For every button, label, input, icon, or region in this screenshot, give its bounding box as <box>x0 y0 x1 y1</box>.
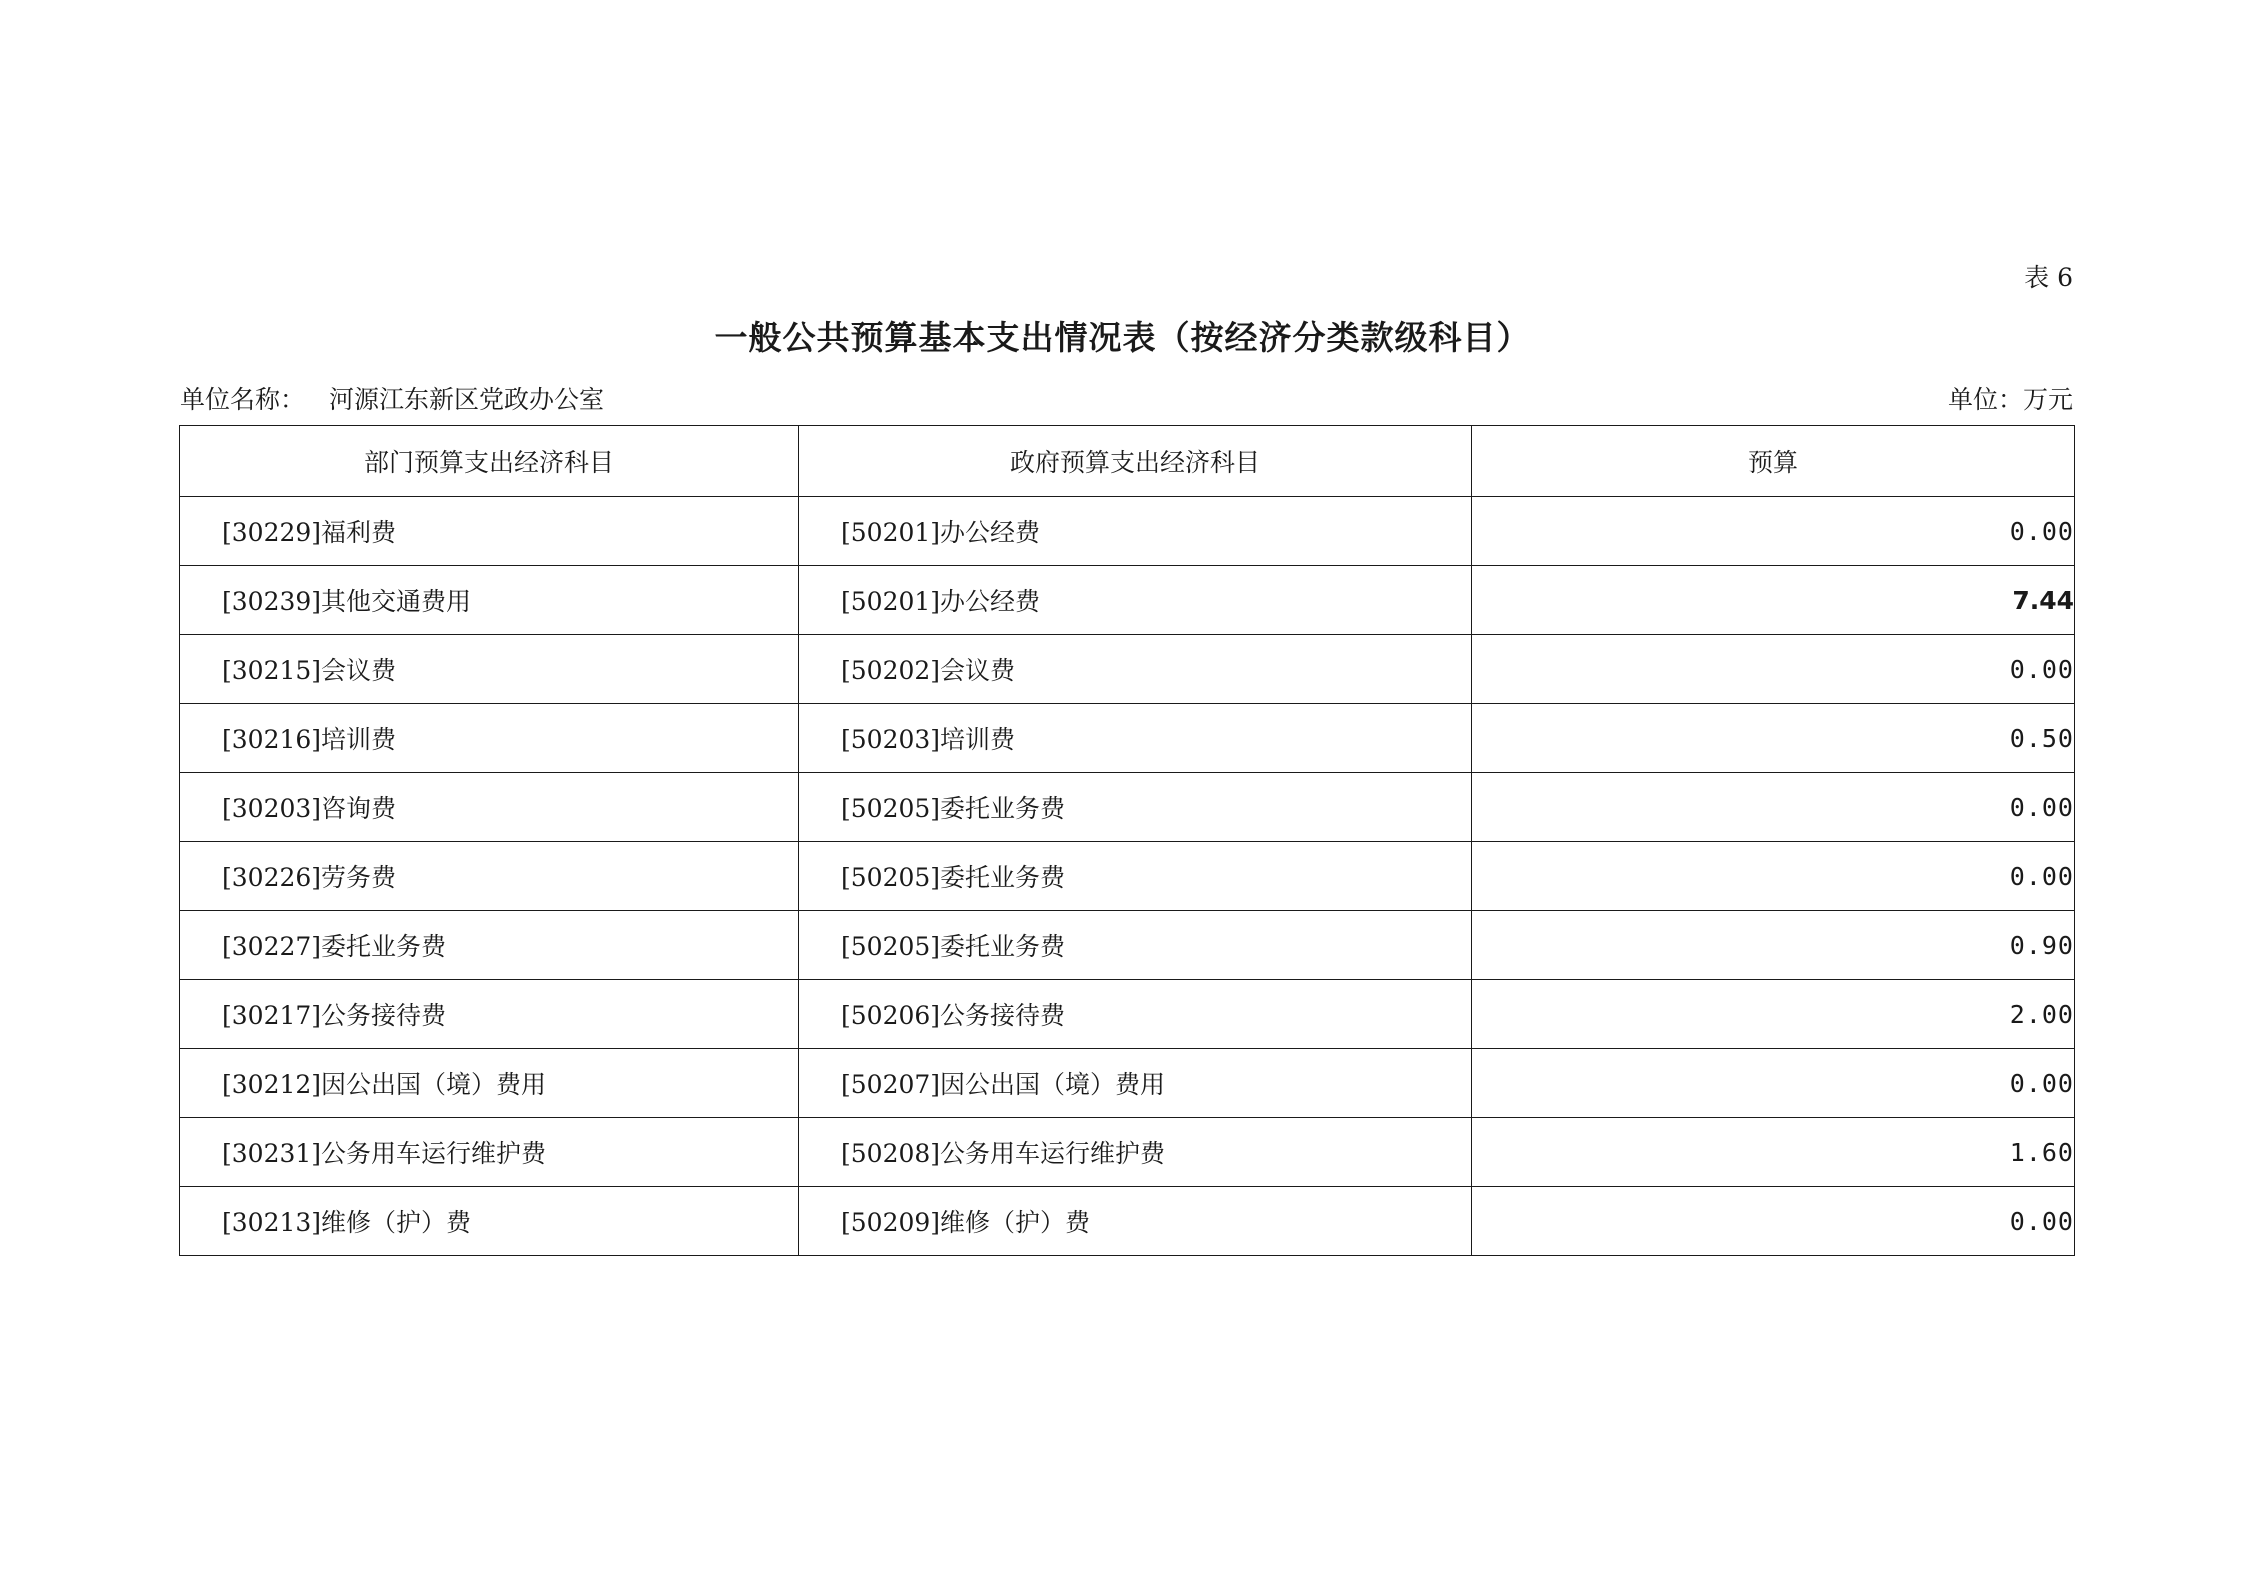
gov-subject-cell: [50207]因公出国（境）费用 <box>799 1049 1472 1118</box>
gov-subject-cell: [50206]公务接待费 <box>799 980 1472 1049</box>
gov-subject-cell: [50203]培训费 <box>799 704 1472 773</box>
budget-amount-cell: 0.00 <box>1472 842 2075 911</box>
budget-amount-cell: 0.50 <box>1472 704 2075 773</box>
budget-amount-cell: 2.00 <box>1472 980 2075 1049</box>
gov-subject-cell: [50208]公务用车运行维护费 <box>799 1118 1472 1187</box>
header-gov-subject: 政府预算支出经济科目 <box>799 426 1472 497</box>
gov-subject-cell: [50209]维修（护）费 <box>799 1187 1472 1256</box>
table-row <box>180 704 2075 773</box>
dept-subject-cell: [30239]其他交通费用 <box>180 566 799 635</box>
budget-amount-cell: 0.00 <box>1472 635 2075 704</box>
dept-subject-cell: [30216]培训费 <box>180 704 799 773</box>
table-row <box>180 1187 2075 1256</box>
budget-amount-cell: 7.44 <box>1472 566 2075 635</box>
table-row <box>180 635 2075 704</box>
dept-subject-cell: [30203]咨询费 <box>180 773 799 842</box>
unit-measure: 单位：万元 <box>1947 385 2073 414</box>
gov-subject-cell: [50202]会议费 <box>799 635 1472 704</box>
table-row <box>180 980 2075 1049</box>
unit-name-label: 单位名称： <box>180 385 306 414</box>
dept-subject-cell: [30213]维修（护）费 <box>180 1187 799 1256</box>
unit-name <box>180 380 604 416</box>
budget-amount-cell: 1.60 <box>1472 1118 2075 1187</box>
budget-amount-cell: 0.00 <box>1472 1187 2075 1256</box>
dept-subject-cell: [30227]委托业务费 <box>180 911 799 980</box>
table-row <box>180 497 2075 566</box>
dept-subject-cell: [30229]福利费 <box>180 497 799 566</box>
table-row <box>180 1049 2075 1118</box>
table-row <box>180 566 2075 635</box>
header-dept-subject: 部门预算支出经济科目 <box>180 426 799 497</box>
gov-subject-cell: [50205]委托业务费 <box>799 773 1472 842</box>
dept-subject-cell: [30217]公务接待费 <box>180 980 799 1049</box>
table-row <box>180 842 2075 911</box>
budget-amount-cell: 0.00 <box>1472 773 2075 842</box>
unit-name-value: 河源江东新区党政办公室 <box>329 385 605 414</box>
gov-subject-cell: [50205]委托业务费 <box>799 842 1472 911</box>
header-budget: 预算 <box>1472 426 2075 497</box>
dept-subject-cell: [30226]劳务费 <box>180 842 799 911</box>
budget-table <box>179 425 2075 1256</box>
gov-subject-cell: [50201]办公经费 <box>799 497 1472 566</box>
budget-amount-cell: 0.90 <box>1472 911 2075 980</box>
budget-amount-cell: 0.00 <box>1472 1049 2075 1118</box>
table-header-row <box>180 426 2075 497</box>
table-row <box>180 1118 2075 1187</box>
budget-amount-cell: 0.00 <box>1472 497 2075 566</box>
dept-subject-cell: [30212]因公出国（境）费用 <box>180 1049 799 1118</box>
table-row <box>180 773 2075 842</box>
table-number: 表 6 <box>2024 263 2073 292</box>
gov-subject-cell: [50205]委托业务费 <box>799 911 1472 980</box>
dept-subject-cell: [30215]会议费 <box>180 635 799 704</box>
dept-subject-cell: [30231]公务用车运行维护费 <box>180 1118 799 1187</box>
table-row <box>180 911 2075 980</box>
gov-subject-cell: [50201]办公经费 <box>799 566 1472 635</box>
page-title: 一般公共预算基本支出情况表（按经济分类款级科目） <box>714 318 1531 357</box>
